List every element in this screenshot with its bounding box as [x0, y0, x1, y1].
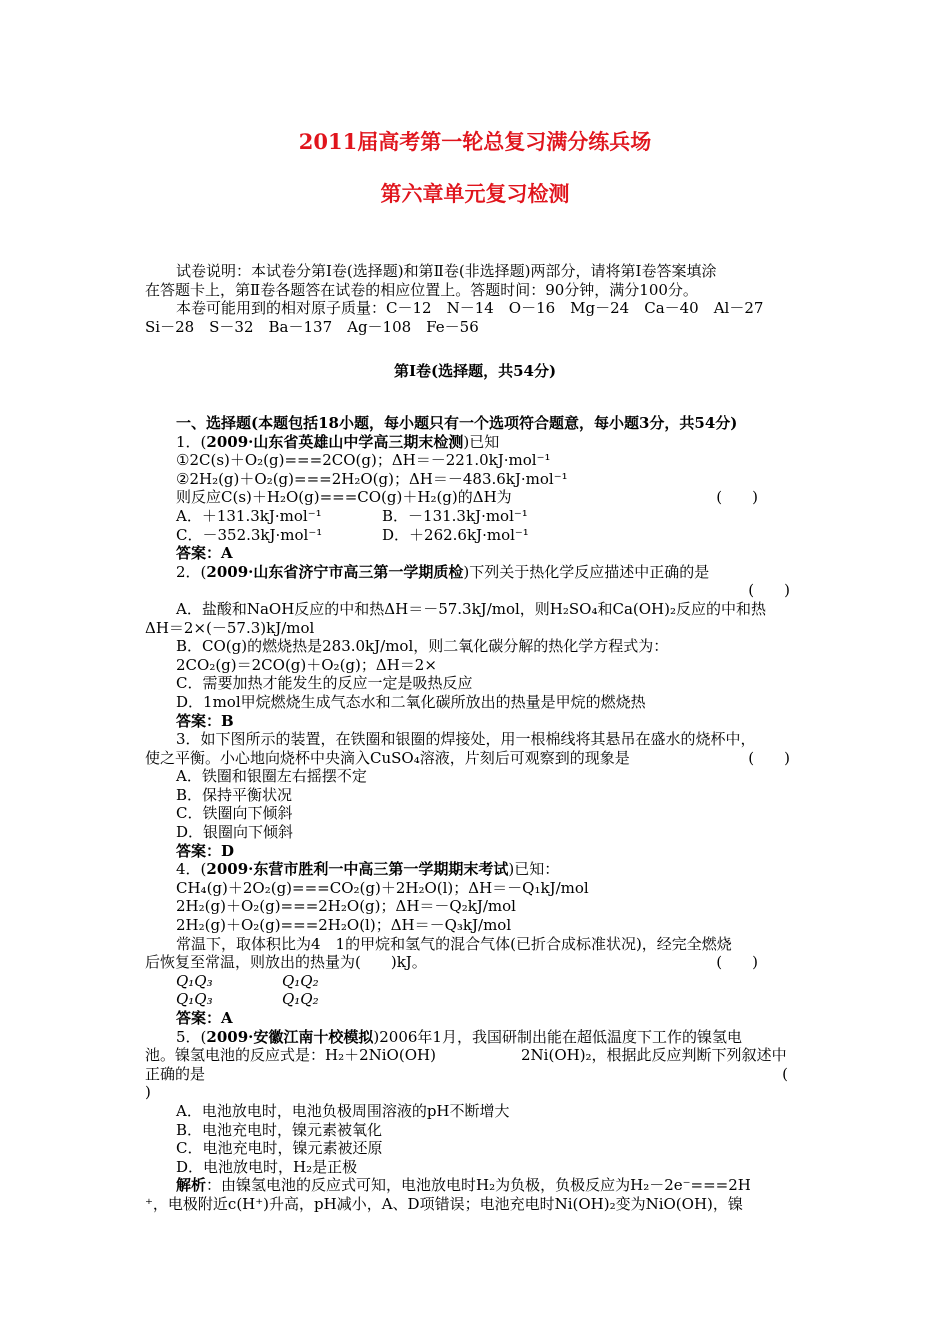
q4-option-c: Q₁Q₃ — [176, 990, 213, 1009]
q1-stem: 1．(2009·山东省英雄山中学高三期末检测)已知 — [176, 432, 500, 451]
q5-analysis-line-1: 解析：由镍氢电池的反应式可知，电池放电时H₂为负极，负极反应为H₂－2e⁻===2H — [176, 1176, 751, 1195]
instructions-line-2: 在答题卡上，第Ⅱ卷各题答在试卷的相应位置上。答题时间：90分钟，满分100分。 — [145, 280, 698, 299]
q2-option-b-line-1: B．CO(g)的燃烧热是283.0kJ/mol，则二氧化碳分解的热化学方程式为： — [176, 637, 669, 656]
q2-option-b-line-2: 2CO₂(g)＝2CO(g)＋O₂(g)；ΔH＝2× — [176, 655, 437, 674]
q5-answer-blank-close: ) — [145, 1083, 151, 1102]
q3-stem-line-1: 3．如下图所示的装置，在铁圈和银圈的焊接处，用一根棉线将其悬吊在盛水的烧杯中， — [176, 730, 756, 749]
q4-equation-3: 2H₂(g)＋O₂(g)===2H₂O(l)；ΔH＝－Q₃kJ/mol — [176, 916, 512, 935]
q3-stem-line-2: 使之平衡。小心地向烧杯中央滴入CuSO₄溶液，片刻后可观察到的现象是 ( ) — [145, 748, 790, 767]
q5-stem-line-2: 池。镍氢电池的反应式是：H₂＋2NiO(OH) 2Ni(OH)₂，根据此反应判断下列叙述中 — [145, 1046, 787, 1065]
q1-options-ab — [145, 507, 810, 526]
q1-answer: 答案：A — [176, 544, 233, 563]
q5-analysis-line-2: ⁺，电极附近c(H⁺)升高，pH减小，A、D项错误；电池充电时Ni(OH)₂变为NiO(OH)，镍 — [145, 1194, 743, 1213]
q2-option-d: D．1mol甲烷燃烧生成气态水和二氧化碳所放出的热量是甲烷的燃烧热 — [176, 692, 646, 711]
q3-option-c: C．铁圈向下倾斜 — [176, 804, 293, 823]
q4-text-line-2: 后恢复至常温，则放出的热量为( )kJ。 ( ) — [145, 953, 758, 972]
q1-equation-1: ①2C(s)＋O₂(g)===2CO(g)；ΔH＝－221.0kJ·mol⁻¹ — [176, 451, 551, 470]
q4-equation-1: CH₄(g)＋2O₂(g)===CO₂(g)＋2H₂O(l)；ΔH＝－Q₁kJ/mol — [176, 878, 589, 897]
q4-equation-2: 2H₂(g)＋O₂(g)===2H₂O(g)；ΔH＝－Q₂kJ/mol — [176, 897, 516, 916]
q5-option-a: A．电池放电时，电池负极周围溶液的pH不断增大 — [176, 1101, 510, 1120]
q5-answer-blank-open: ( — [782, 1064, 788, 1083]
question-list — [145, 414, 810, 1214]
q4-text-line-1: 常温下，取体积比为4 1的甲烷和氢气的混合气体(已折合成标准状况)，经完全燃烧 — [176, 934, 732, 953]
q2-stem: 2．(2009·山东省济宁市高三第一学期质检)下列关于热化学反应描述中正确的是 — [176, 562, 710, 581]
section-title: 第Ⅰ卷(选择题，共54分) — [393, 362, 557, 380]
q1-equation-2: ②2H₂(g)＋O₂(g)===2H₂O(g)；ΔH＝－483.6kJ·mol⁻¹ — [176, 469, 568, 488]
analysis-label: 解析 — [176, 1176, 207, 1195]
q3-answer: 答案：D — [176, 841, 235, 860]
q2-option-a-line-2: ΔH＝2×(－57.3)kJ/mol — [145, 618, 315, 637]
q3-option-b: B．保持平衡状况 — [176, 785, 293, 804]
q2-answer-blank-line — [145, 581, 810, 600]
q2-option-a-line-1: A．盐酸和NaOH反应的中和热ΔH＝－57.3kJ/mol，则H₂SO₄和Ca(OH)₂反应的中和热 — [176, 599, 766, 618]
atomic-mass-line-1: 本卷可能用到的相对原子质量：C－12 N－14 O－16 Mg－24 Ca－40 Al－27 — [176, 299, 764, 318]
q3-option-a: A．铁圈和银圈左右摇摆不定 — [176, 767, 367, 786]
q4-options-ab — [145, 972, 810, 991]
q4-stem: 4．(2009·东营市胜利一中高三第一学期期末考试)已知： — [176, 860, 560, 879]
q5-option-c: C．电池充电时，镍元素被还原 — [176, 1139, 383, 1158]
q1-option-d: D．＋262.6kJ·mol⁻¹ — [382, 525, 529, 544]
q2-option-c: C．需要加热才能发生的反应一定是吸热反应 — [176, 674, 473, 693]
document-subtitle: 第六章单元复习检测 — [380, 181, 570, 206]
q4-options-cd — [145, 990, 810, 1009]
instructions-line-1: 试卷说明：本试卷分第Ⅰ卷(选择题)和第Ⅱ卷(非选择题)两部分，请将第Ⅰ卷答案填涂 — [176, 262, 717, 280]
q1-question: 则反应C(s)＋H₂O(g)===CO(g)＋H₂(g)的ΔH为 ( ) — [176, 488, 758, 507]
q5-stem: 5．(2009·安徽江南十校模拟)2006年1月，我国研制出能在超低温度下工作的镍氢电 — [176, 1027, 742, 1046]
q4-option-b: Q₁Q₂ — [282, 971, 319, 990]
q1-answer-blank: ( ) — [716, 488, 758, 507]
q5-stem-line-3: 正确的是 ( — [145, 1064, 788, 1083]
q2-answer: 答案：B — [176, 711, 234, 730]
part1-heading: 一、选择题(本题包括18小题，每小题只有一个选项符合题意，每小题3分，共54分) — [176, 414, 738, 432]
q1-option-b: B．－131.3kJ·mol⁻¹ — [382, 506, 528, 525]
q4-answer-blank: ( ) — [716, 953, 758, 972]
q1-option-c: C．－352.3kJ·mol⁻¹ — [176, 525, 323, 544]
atomic-mass-line-2: Si－28 S－32 Ba－137 Ag－108 Fe－56 — [145, 317, 479, 336]
q5-option-b: B．电池充电时，镍元素被氧化 — [176, 1120, 383, 1139]
q4-option-d: Q₁Q₂ — [282, 990, 319, 1009]
q2-answer-blank: ( ) — [748, 581, 790, 600]
document-title: 2011届高考第一轮总复习满分练兵场 — [298, 129, 652, 154]
q4-option-a: Q₁Q₃ — [176, 971, 213, 990]
q5-option-d: D．电池放电时，H₂是正极 — [176, 1157, 358, 1176]
q1-option-a: A．＋131.3kJ·mol⁻¹ — [176, 506, 322, 525]
exam-instructions — [145, 262, 810, 336]
q3-answer-blank: ( ) — [748, 748, 790, 767]
q4-answer: 答案：A — [176, 1009, 233, 1027]
q3-option-d: D．银圈向下倾斜 — [176, 823, 294, 842]
q1-options-cd — [145, 526, 810, 545]
